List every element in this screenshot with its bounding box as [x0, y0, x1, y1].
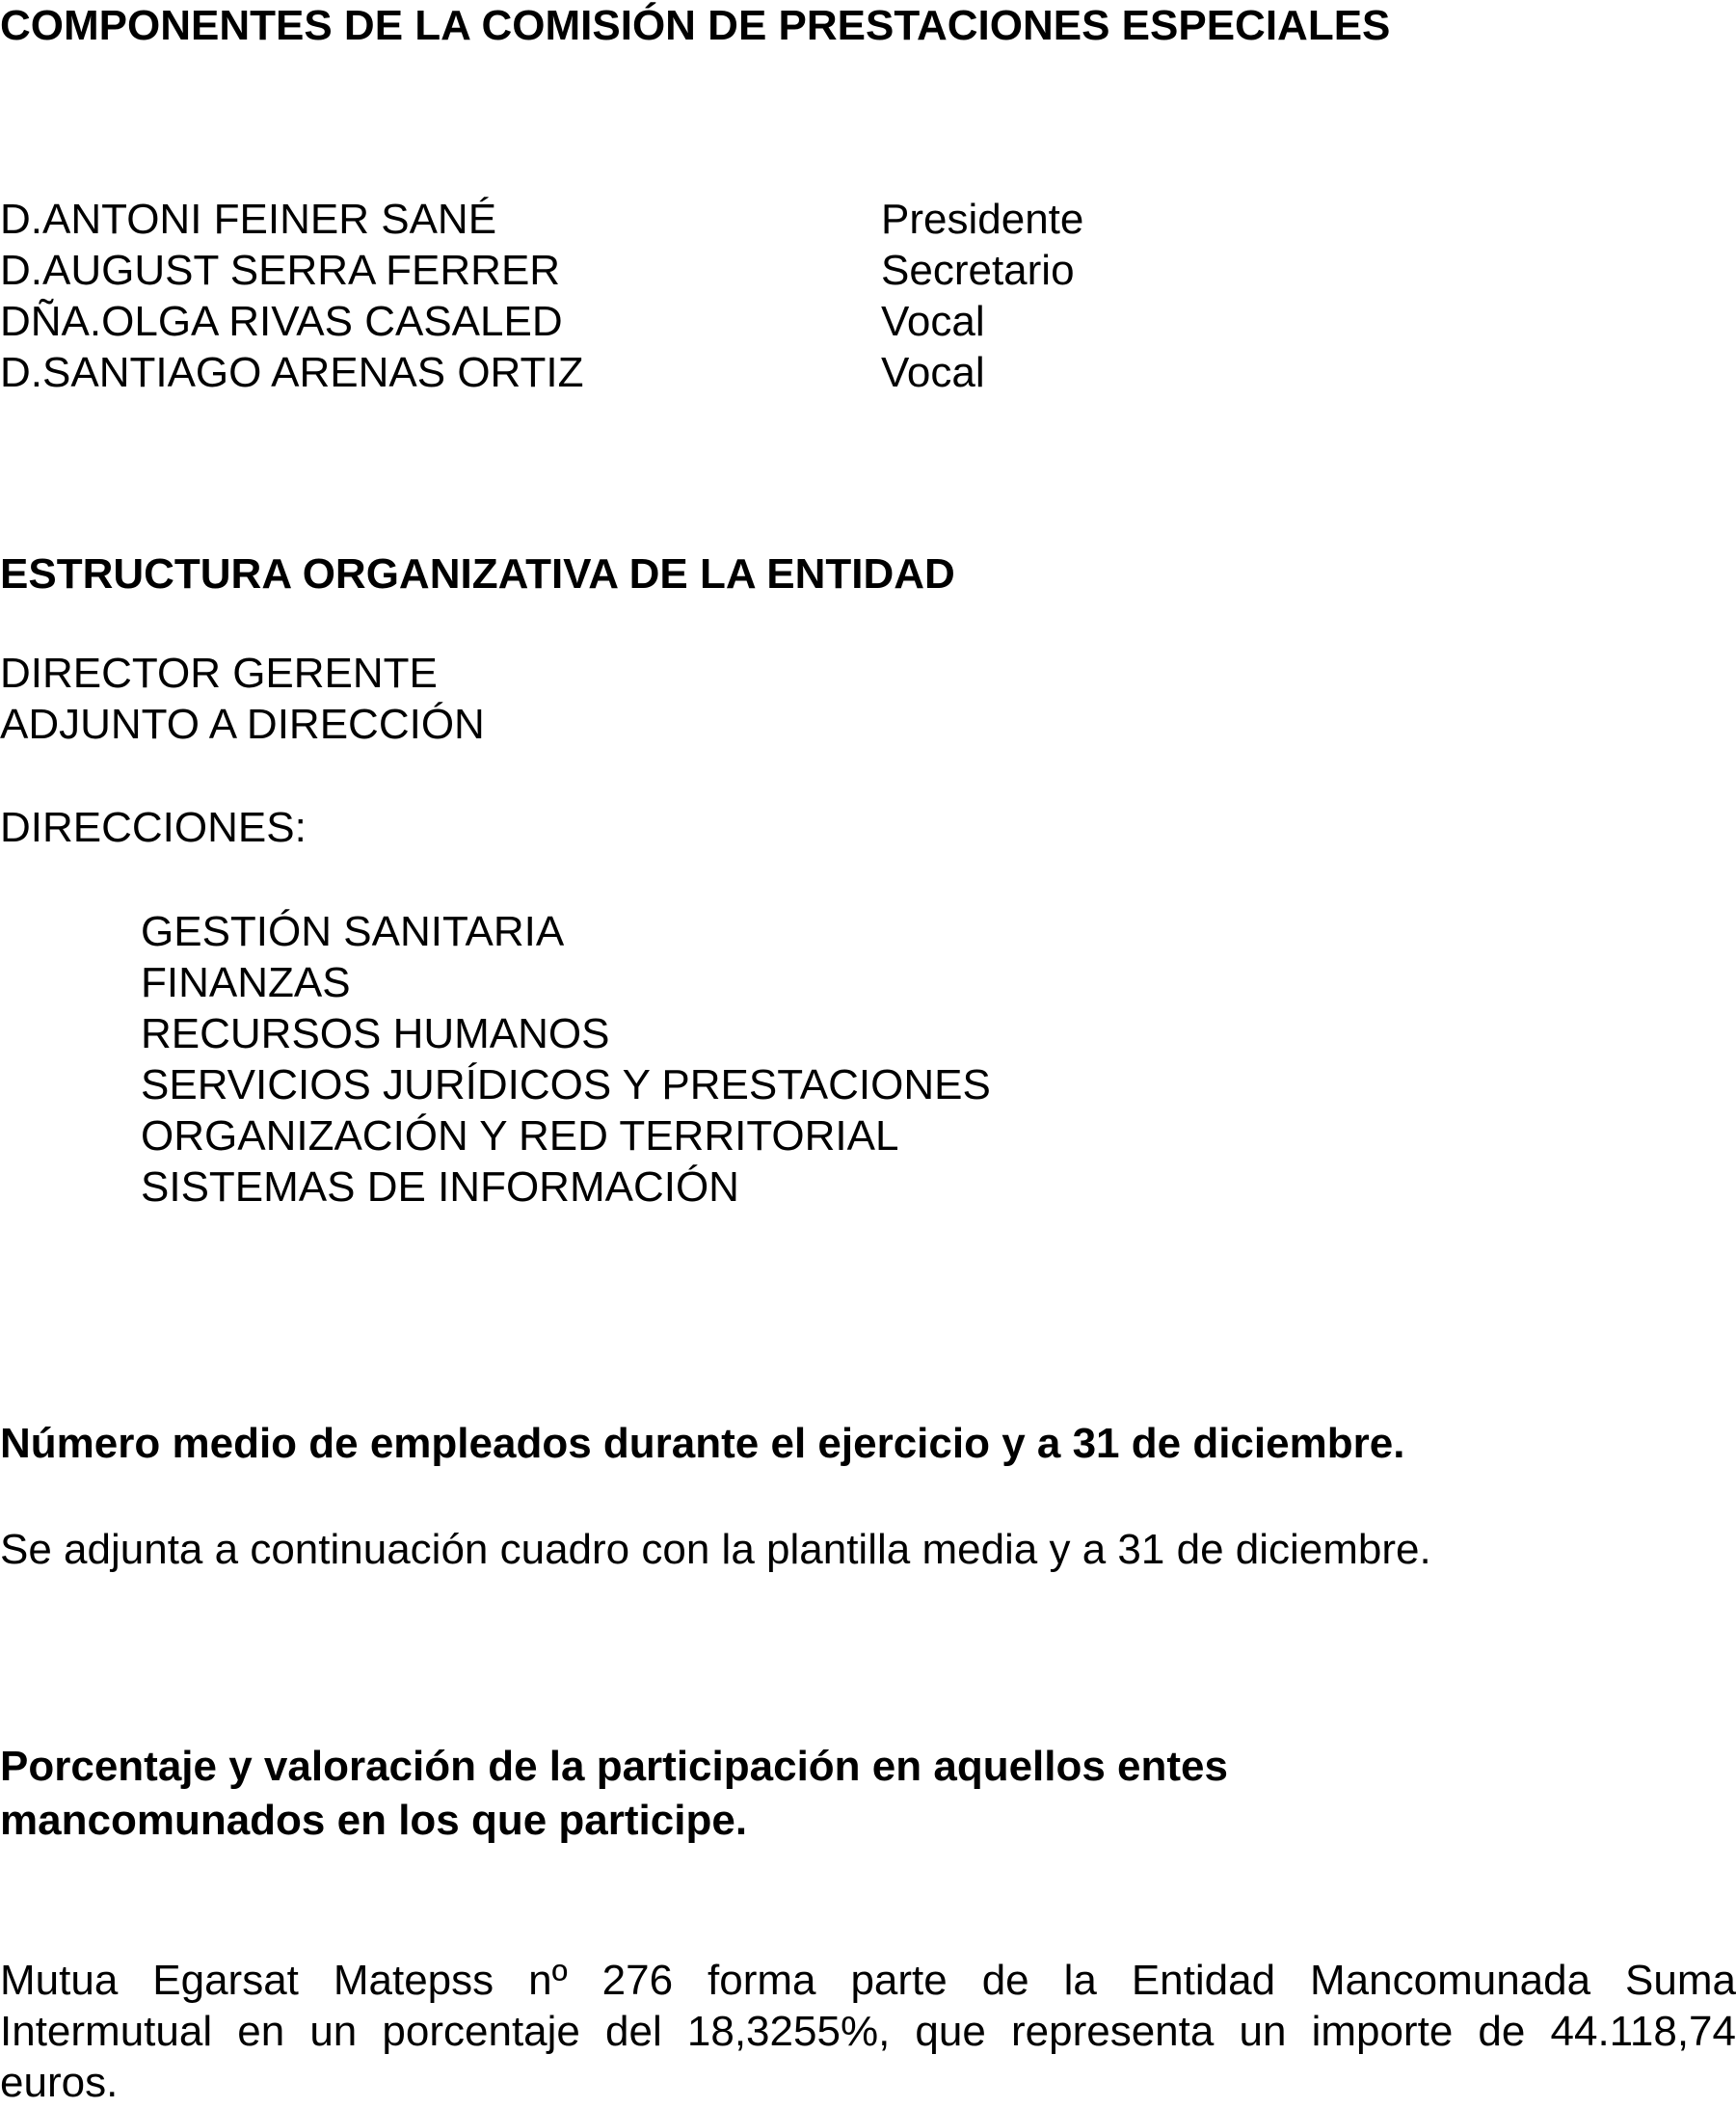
director-line: DIRECTOR GERENTE [0, 650, 438, 697]
direction-label: SERVICIOS JURÍDICOS Y PRESTACIONES [141, 1061, 991, 1108]
commission-heading: COMPONENTES DE LA COMISIÓN DE PRESTACIONES ESPECIALES [0, 2, 1391, 49]
member-row [0, 245, 1736, 296]
participation-paragraph [0, 1955, 1736, 2108]
member-name: D.AUGUST SERRA FERRER [0, 247, 561, 294]
participation-text-line3: euros. [0, 2059, 119, 2106]
member-name: DÑA.OLGA RIVAS CASALED [0, 298, 563, 345]
member-row [0, 296, 1736, 347]
direction-label: FINANZAS [141, 959, 351, 1006]
member-role: Secretario [881, 247, 1075, 294]
member-role: Vocal [881, 349, 985, 396]
direction-item [0, 957, 1736, 1008]
member-role: Presidente [881, 196, 1084, 243]
direction-item [0, 906, 1736, 957]
participation-heading-line1: Porcentaje y valoración de la participación en aquellos entes [0, 1743, 1229, 1790]
participation-text-line2: Intermutual en un porcentaje del 18,3255%, que representa un importe de 44.118,74 [0, 2008, 1736, 2055]
direction-label: ORGANIZACIÓN Y RED TERRITORIAL [141, 1112, 899, 1160]
employees-heading: Número medio de empleados durante el ejercicio y a 31 de diciembre. [0, 1420, 1405, 1467]
direction-item [0, 1161, 1736, 1213]
member-name: D.ANTONI FEINER SANÉ [0, 196, 497, 243]
direction-label: RECURSOS HUMANOS [141, 1010, 610, 1057]
direction-label: GESTIÓN SANITARIA [141, 908, 565, 955]
direction-label: SISTEMAS DE INFORMACIÓN [141, 1163, 739, 1211]
member-role: Vocal [881, 298, 985, 345]
direction-item [0, 1008, 1736, 1059]
participation-heading-line2: mancomunados en los que participe. [0, 1797, 748, 1844]
directions-label: DIRECCIONES: [0, 804, 307, 851]
participation-text-line1: Mutua Egarsat Matepss nº 276 forma parte de la Entidad Mancomunada Suma [0, 1957, 1736, 2004]
direction-item [0, 1110, 1736, 1161]
member-row [0, 194, 1736, 245]
adjunto-line: ADJUNTO A DIRECCIÓN [0, 701, 485, 748]
member-name: D.SANTIAGO ARENAS ORTIZ [0, 349, 584, 396]
direction-item [0, 1059, 1736, 1110]
employees-text: Se adjunta a continuación cuadro con la plantilla media y a 31 de diciembre. [0, 1526, 1431, 1573]
member-row [0, 347, 1736, 398]
structure-heading: ESTRUCTURA ORGANIZATIVA DE LA ENTIDAD [0, 550, 955, 598]
